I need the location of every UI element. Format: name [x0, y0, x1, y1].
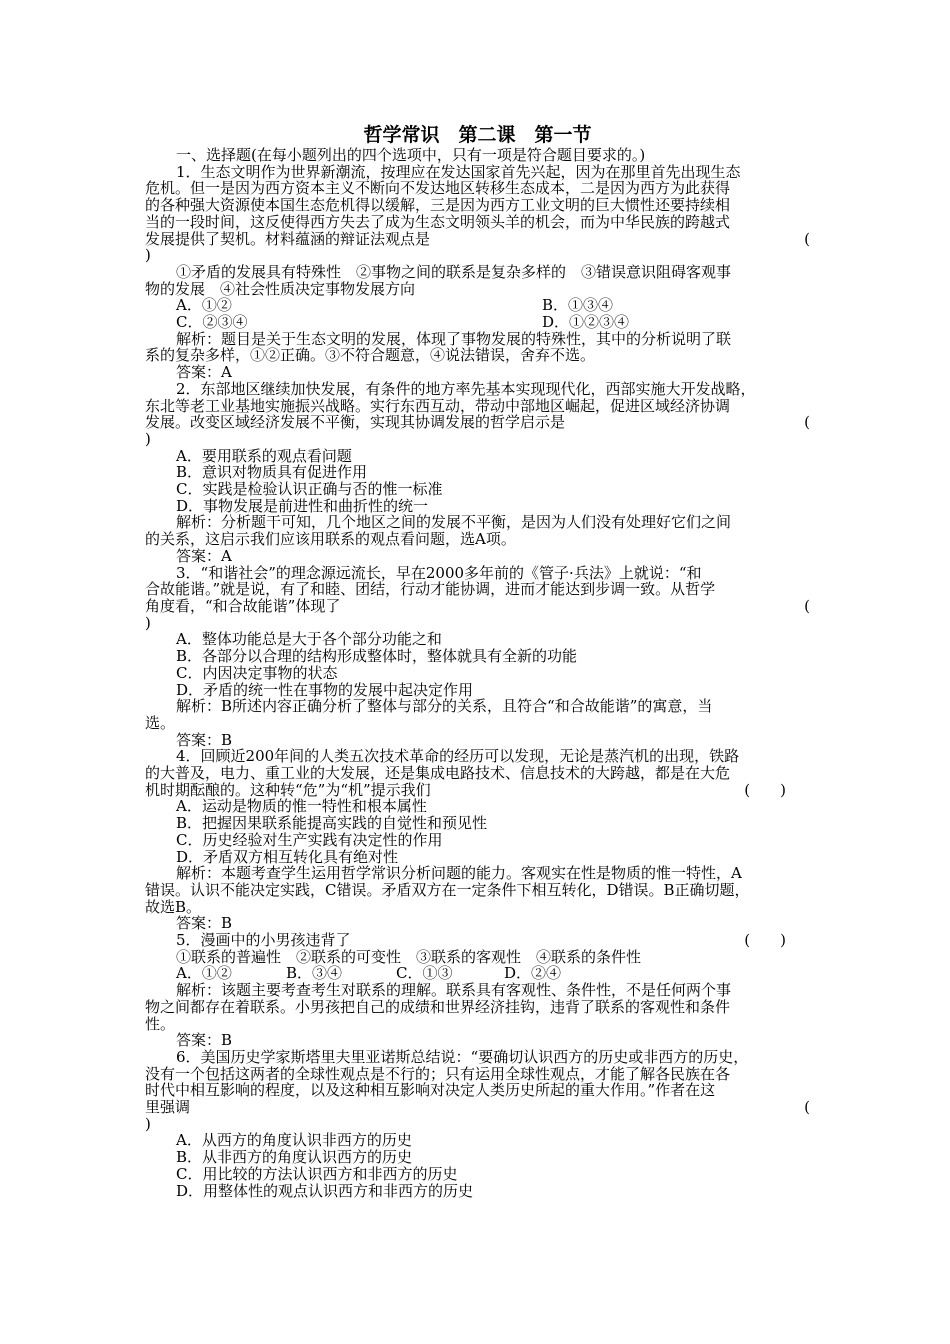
answer-bracket: (: [804, 1098, 810, 1117]
text-line: [145, 448, 810, 465]
text-line: [145, 464, 810, 481]
line-text: D．事物发展是前进性和曲折性的统一: [176, 496, 429, 515]
line-text: 机时期酝酿的。这种转“危”为“机”提示我们: [145, 780, 431, 799]
text-line: [145, 264, 810, 281]
line-text: 东北等老工业基地实施振兴战略。实行东西互动，带动中部地区崛起，促进区域经济协调: [145, 396, 731, 415]
text-line: [145, 882, 810, 899]
text-line: [145, 815, 810, 832]
text-line: [145, 748, 810, 765]
text-line: [145, 331, 810, 348]
text-line: [145, 1116, 810, 1133]
text-line: [145, 849, 810, 866]
option-text: D．①②③④: [542, 313, 630, 332]
line-text: 故选B。: [145, 897, 202, 916]
text-line: [145, 999, 810, 1016]
text-line: [145, 431, 810, 448]
line-text: 错误。认识不能决定实践，C错误。矛盾双方在一定条件下相互转化，D错误。B正确切题，: [145, 880, 750, 899]
text-line: [145, 398, 810, 415]
line-text: 合故能谐。”就是说，有了和睦、团结，行动才能协调，进而才能达到步调一致。从哲学: [145, 580, 716, 599]
line-text: B．各部分以合理的结构形成整体时，整体就具有全新的功能: [176, 647, 578, 666]
option-text: C．①③: [396, 964, 453, 983]
text-line: [145, 531, 810, 548]
line-text: 3．“和谐社会”的理念源远流长，早在2000多年前的《管子·兵法》上就说：“和: [176, 563, 702, 582]
text-line: [145, 347, 810, 364]
line-text: 的各种强大资源使本国生态危机得以缓解，三是因为西方工业文明的巨大惯性还要持续相: [145, 196, 731, 215]
line-text: 解析：题目是关于生态文明的发展，体现了事物发展的特殊性，其中的分析说明了联: [176, 329, 732, 348]
line-text: 里强调: [145, 1098, 191, 1117]
line-text: 的关系，这启示我们应该用联系的观点看问题，选A项。: [145, 530, 516, 549]
text-line: [145, 899, 810, 916]
line-text: 4．回顾近200年间的人类五次技术革命的经历可以发现，无论是蒸汽机的出现，铁路: [176, 747, 740, 766]
line-text: C．历史经验对生产实践有决定性的作用: [176, 830, 443, 849]
text-line: [145, 982, 810, 999]
text-line: [145, 648, 810, 665]
text-line: [145, 732, 810, 749]
option-text: B．③④: [286, 964, 343, 983]
line-text: A．从西方的角度认识非西方的历史: [176, 1131, 412, 1150]
text-line: [145, 1066, 810, 1083]
text-line: [145, 1132, 810, 1149]
text-line: [145, 782, 810, 799]
line-text: C．内因决定事物的状态: [176, 663, 338, 682]
text-line: [145, 364, 810, 381]
line-text: 物的发展 ④社会性质决定事物发展方向: [145, 279, 416, 298]
text-line: [145, 1149, 810, 1166]
text-line: [145, 598, 810, 615]
text-line: [145, 164, 810, 181]
line-text: 危机。但一是因为西方资本主义不断向不发达地区转移生态成本，二是因为西方为此获得: [145, 179, 731, 198]
answer-bracket: ( ): [744, 780, 786, 799]
answer-bracket: ( ): [744, 931, 786, 950]
option-row: [145, 965, 810, 982]
line-text: ): [145, 613, 151, 632]
text-line: [145, 832, 810, 849]
line-text: A．运动是物质的惟一特性和根本属性: [176, 797, 427, 816]
answer-bracket: (: [804, 229, 810, 248]
text-line: [145, 665, 810, 682]
text-line: [145, 197, 810, 214]
text-line: [145, 715, 810, 732]
text-line: [145, 1183, 810, 1200]
page-title: 哲学常识 第二课 第一节: [363, 124, 592, 146]
answer-bracket: (: [804, 413, 810, 432]
line-text: A．要用联系的观点看问题: [176, 446, 352, 465]
line-text: ): [145, 429, 151, 448]
option-text: A．①②: [176, 296, 232, 315]
line-text: 发展。改变区域经济发展不平衡，实现其协调发展的哲学启示是: [145, 413, 566, 432]
line-text: 发展提供了契机。材料蕴涵的辩证法观点是: [145, 229, 431, 248]
option-text: B．①③④: [542, 296, 614, 315]
text-line: [145, 381, 810, 398]
line-text: C．用比较的方法认识西方和非西方的历史: [176, 1164, 458, 1183]
line-text: ①联系的普遍性 ②联系的可变性 ③联系的客观性 ④联系的条件性: [176, 947, 642, 966]
text-line: [145, 147, 810, 164]
text-line: [145, 414, 810, 431]
line-text: 答案：A: [176, 363, 232, 382]
option-text: D．②④: [504, 964, 562, 983]
text-line: [145, 514, 810, 531]
line-text: 时代中相互影响的程度，以及这种相互影响对决定人类历史所起的重大作用。”作者在这: [145, 1081, 716, 1100]
text-line: [145, 682, 810, 699]
line-text: 选。: [145, 713, 176, 732]
line-text: B．从非西方的角度认识西方的历史: [176, 1148, 413, 1167]
line-text: 当的一段时间，这反使得西方失去了成为生态文明领头羊的机会，而为中华民族的跨越式: [145, 212, 731, 231]
text-line: [145, 1016, 810, 1033]
line-text: C．实践是检验认识正确与否的惟一标准: [176, 480, 443, 499]
line-text: A．整体功能总是大于各个部分功能之和: [176, 630, 442, 649]
line-text: 物之间都存在着联系。小男孩把自己的成绩和世界经济挂钩，违背了联系的客观性和条件: [145, 997, 731, 1016]
text-line: [145, 1082, 810, 1099]
text-line: [145, 615, 810, 632]
option-row: [145, 297, 810, 314]
answer-bracket: (: [804, 596, 810, 615]
text-line: [145, 281, 810, 298]
line-text: D．矛盾的统一性在事物的发展中起决定作用: [176, 680, 474, 699]
text-line: [145, 231, 810, 248]
text-line: [145, 915, 810, 932]
option-row: [145, 314, 810, 331]
line-text: 答案：B: [176, 914, 233, 933]
line-text: 1．生态文明作为世界新潮流，按理应在发达国家首先兴起，因为在那里首先出现生态: [176, 162, 741, 181]
line-text: ): [145, 1114, 151, 1133]
line-text: 解析：该题主要考查考生对联系的理解。联系具有客观性、条件性，不是任何两个事: [176, 981, 732, 1000]
text-line: [145, 932, 810, 949]
line-text: ): [145, 246, 151, 265]
text-line: [145, 548, 810, 565]
text-line: [145, 565, 810, 582]
text-line: [145, 498, 810, 515]
text-line: [145, 765, 810, 782]
text-line: [145, 180, 810, 197]
line-text: 性。: [145, 1014, 176, 1033]
text-line: [145, 1099, 810, 1116]
text-line: [145, 698, 810, 715]
line-text: 没有一个包括这两者的全球性观点是不行的；只有运用全球性观点，才能了解各民族在各: [145, 1064, 731, 1083]
text-line: [145, 631, 810, 648]
line-text: 的大普及，电力、重工业的大发展，还是集成电路技术、信息技术的大跨越，都是在大危: [145, 764, 731, 783]
text-line: [145, 214, 810, 231]
text-line: [145, 1049, 810, 1066]
line-text: 5．漫画中的小男孩违背了: [176, 931, 351, 950]
line-text: 解析：B所述内容正确分析了整体与部分的关系，且符合“和合故能谐”的寓意，当: [176, 697, 713, 716]
line-text: D．用整体性的观点认识西方和非西方的历史: [176, 1181, 474, 1200]
text-line: [145, 1166, 810, 1183]
option-text: C．②③④: [176, 313, 248, 332]
line-text: 系的复杂多样，①②正确。③不符合题意，④说法错误，舍弃不选。: [145, 346, 596, 365]
text-line: [145, 247, 810, 264]
line-text: 角度看，“和合故能谐”体现了: [145, 596, 341, 615]
text-line: [145, 481, 810, 498]
option-text: A．①②: [176, 964, 232, 983]
line-text: 解析：本题考查学生运用哲学常识分析问题的能力。客观实在性是物质的惟一特性，A: [176, 864, 742, 883]
line-text: 答案：A: [176, 546, 232, 565]
line-text: 答案：B: [176, 1031, 233, 1050]
document-page: [145, 124, 810, 1199]
line-text: 6．美国历史学家斯塔里夫里亚诺斯总结说：“要确切认识西方的历史或非西方的历史，: [176, 1047, 749, 1066]
line-text: 一、选择题(在每小题列出的四个选项中，只有一项是符合题目要求的。): [176, 146, 646, 164]
text-line: [145, 581, 810, 598]
text-line: [145, 798, 810, 815]
text-line: [145, 949, 810, 966]
line-text: ①矛盾的发展具有特殊性 ②事物之间的联系是复杂多样的 ③错误意识阻碍客观事: [176, 262, 732, 281]
line-text: D．矛盾双方相互转化具有绝对性: [176, 847, 399, 866]
line-text: 答案：B: [176, 730, 233, 749]
document-body: [145, 147, 810, 1199]
text-line: [145, 1032, 810, 1049]
line-text: 2．东部地区继续加快发展，有条件的地方率先基本实现现代化，西部实施大开发战略，: [176, 379, 756, 398]
line-text: B．把握因果联系能提高实践的自觉性和预见性: [176, 814, 488, 833]
text-line: [145, 865, 810, 882]
line-text: B．意识对物质具有促进作用: [176, 463, 368, 482]
line-text: 解析：分析题干可知，几个地区之间的发展不平衡，是因为人们没有处理好它们之间: [176, 513, 732, 532]
